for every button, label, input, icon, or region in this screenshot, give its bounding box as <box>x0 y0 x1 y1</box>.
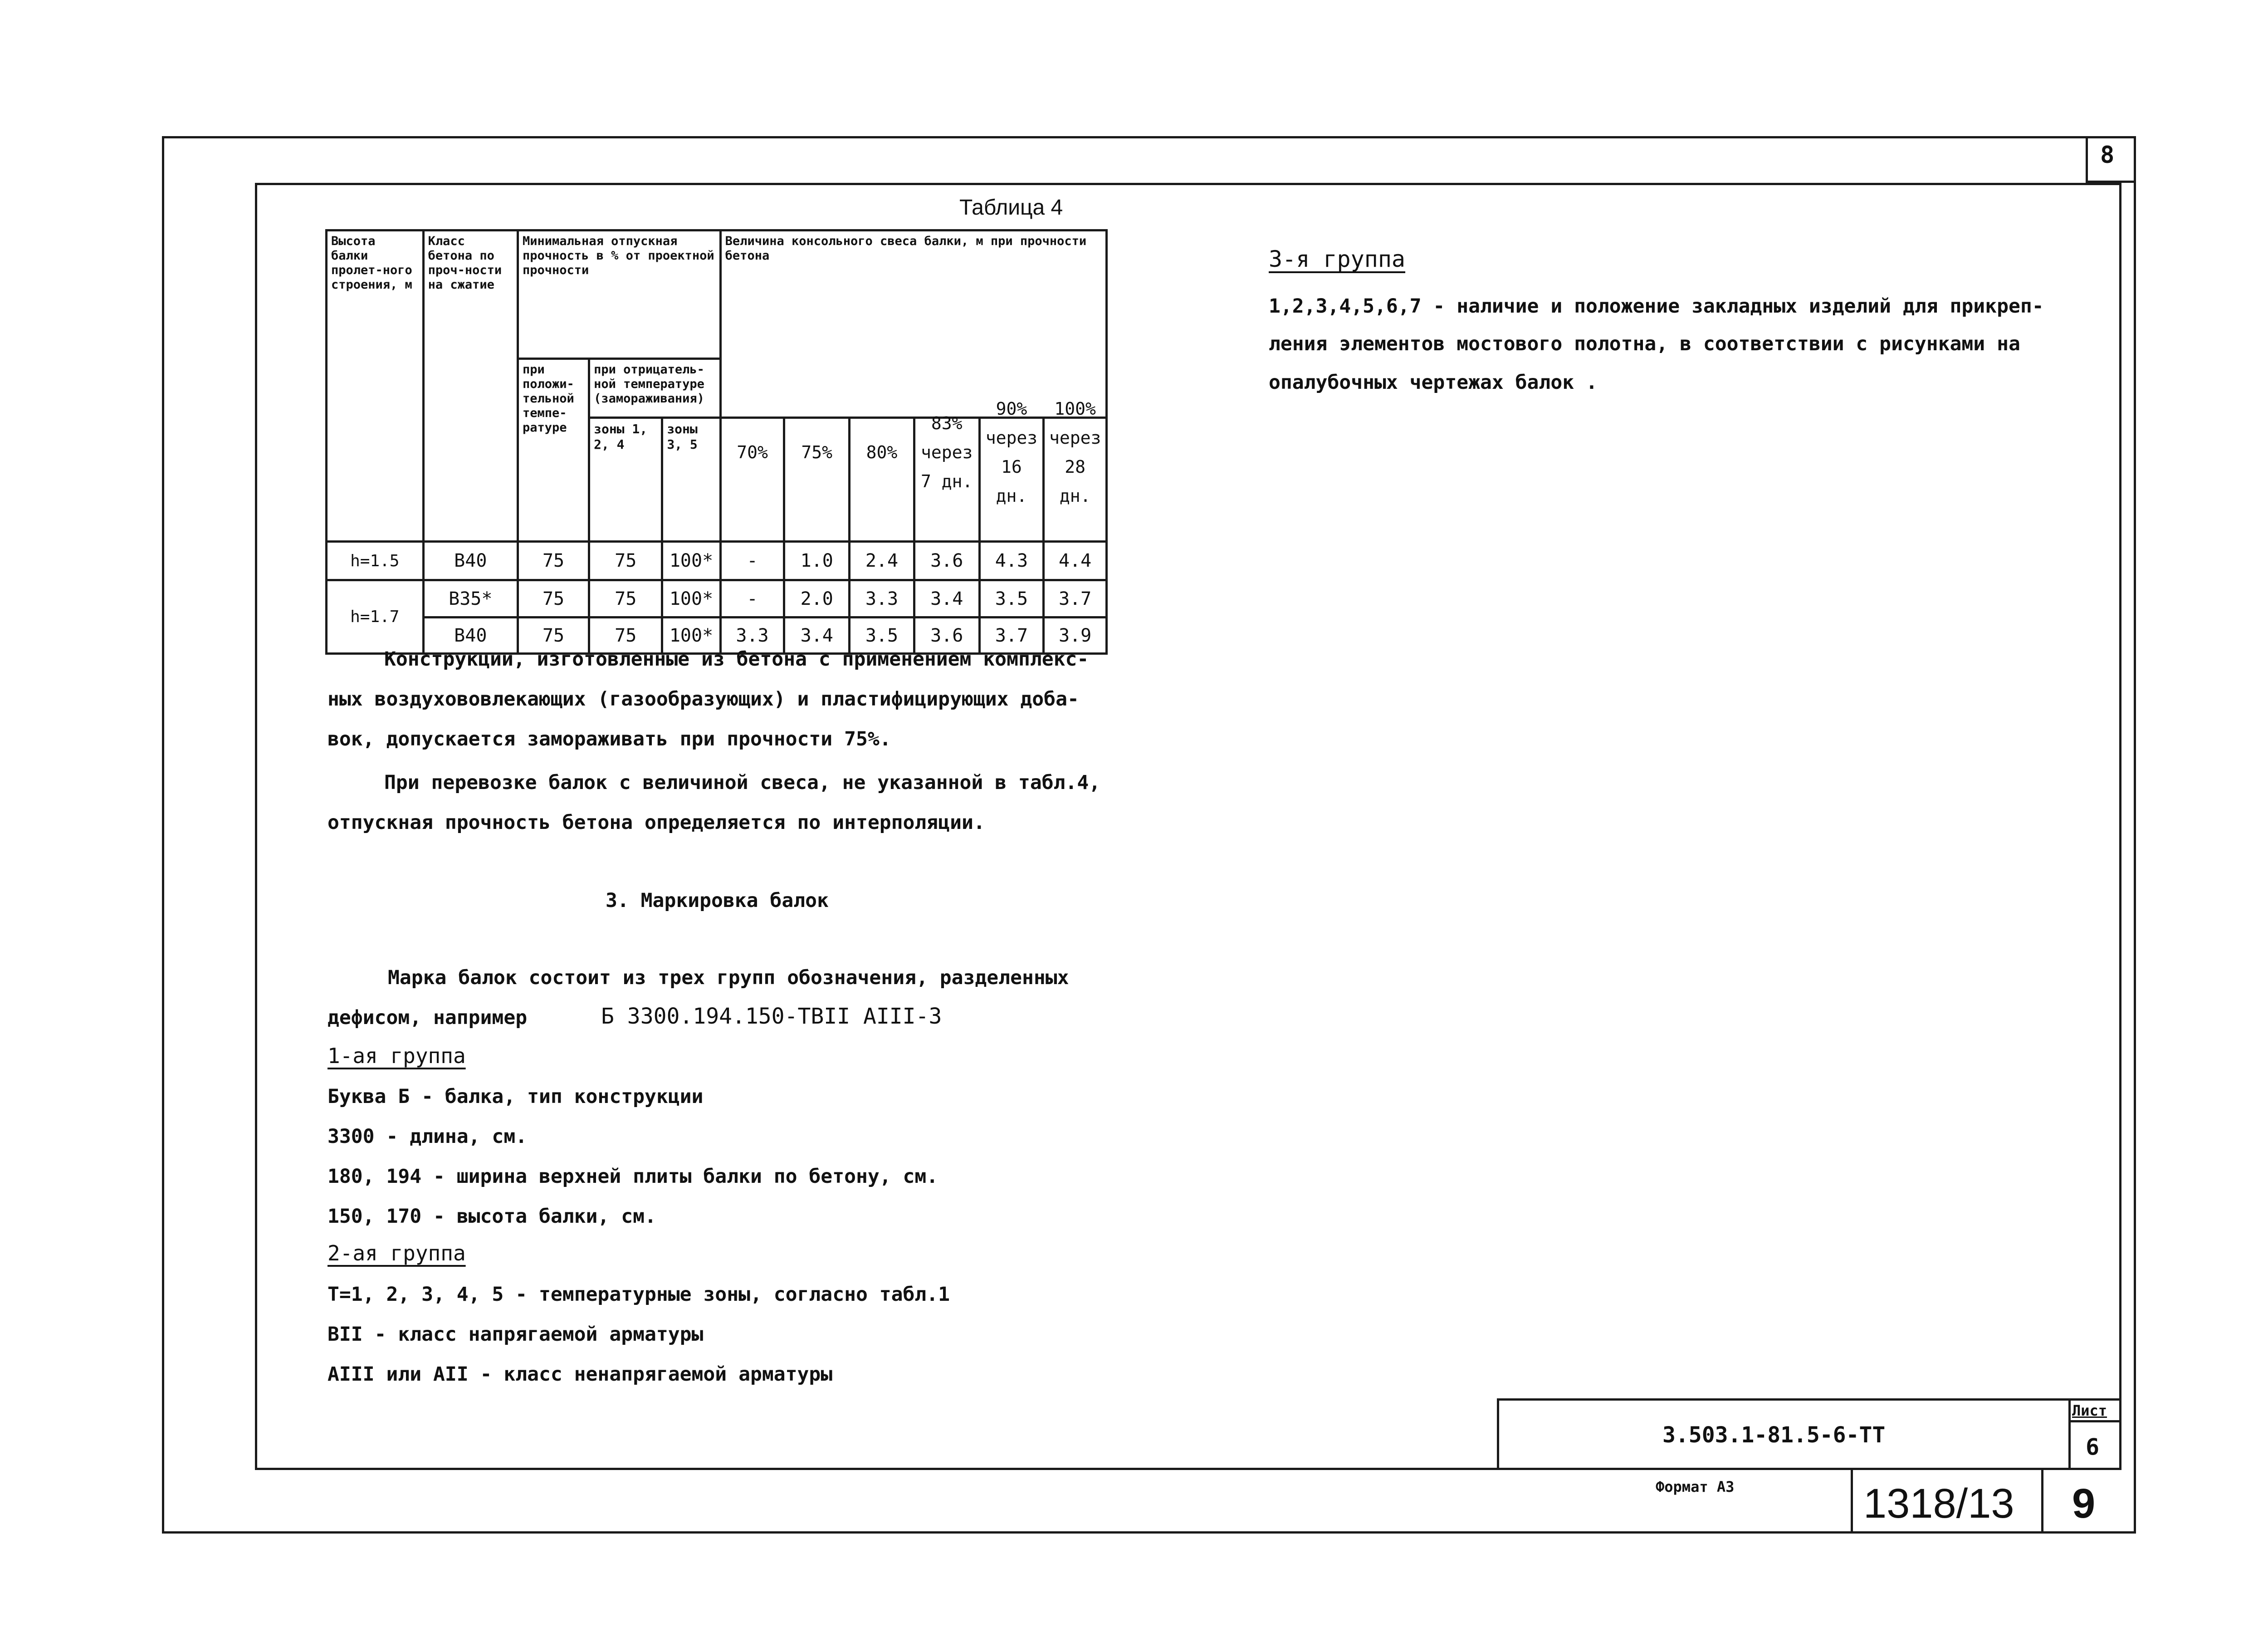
cell-pos: 75 <box>518 618 589 654</box>
group-2-line-1: Т=1, 2, 3, 4, 5 - температурные зоны, согласно табл.1 <box>327 1283 950 1306</box>
section-title: 3. Маркировка балок <box>606 889 829 912</box>
header-90-via: через <box>985 428 1038 448</box>
inventory-number: 1318/13 <box>1863 1480 2014 1527</box>
header-100 <box>1044 391 1107 515</box>
group-1-line-2: 3300 - длина, см. <box>327 1125 528 1148</box>
header-70: 70% <box>720 391 784 515</box>
header-positive-temp: при положи-тельной темпе-ратуре <box>518 359 589 542</box>
cell-class: B40 <box>423 618 518 654</box>
header-75: 75% <box>784 391 850 515</box>
cell-z1: 75 <box>589 618 662 654</box>
stamp-code: 3.503.1-81.5-6-ТТ <box>1662 1422 1886 1448</box>
cell-z3: 100* <box>662 542 720 580</box>
group-1-line-3: 180, 194 - ширина верхней плиты балки по бетону, см. <box>327 1165 938 1188</box>
table-row <box>327 542 1107 580</box>
marking-line-1: Марка балок состоит из трех групп обозначения, разделенных <box>388 966 1069 989</box>
cell-v100: 3.9 <box>1044 618 1107 654</box>
cell-v90: 4.3 <box>979 542 1044 580</box>
header-negative-temp: при отрицатель-ной температуре (замораживания) <box>589 359 721 418</box>
header-83 <box>914 391 979 515</box>
table-caption: Таблица 4 <box>959 196 1063 220</box>
paragraph-2-line-2: отпускная прочность бетона определяется по интерполяции. <box>327 811 985 834</box>
cell-v90: 3.5 <box>979 580 1044 618</box>
corner-number: 8 <box>2100 142 2115 169</box>
format-label: Формат А3 <box>1656 1478 1735 1495</box>
cell-v100: 3.7 <box>1044 580 1107 618</box>
marking-example: Б 3300.194.150-ТВII AIII-3 <box>601 1004 942 1029</box>
header-100-via: через <box>1049 428 1101 448</box>
group-1-line-1: Буква Б - балка, тип конструкции <box>327 1085 704 1108</box>
cell-v75: 3.4 <box>784 618 850 654</box>
header-90-days: 16 дн. <box>996 457 1027 506</box>
cell-v90: 3.7 <box>979 618 1044 654</box>
header-class: Класс бетона по проч-ности на сжатие <box>423 230 518 542</box>
cell-z1: 75 <box>589 542 662 580</box>
paragraph-1-line-3: вок, допускается замораживать при прочности 75%. <box>327 728 891 750</box>
table-4 <box>325 229 1108 655</box>
cell-v83: 3.6 <box>914 618 979 654</box>
cell-v75: 1.0 <box>784 542 850 580</box>
cell-v80: 3.3 <box>850 580 914 618</box>
cell-v83: 3.4 <box>914 580 979 618</box>
cell-v70: 3.3 <box>720 618 784 654</box>
header-100-days: 28 дн. <box>1059 457 1091 506</box>
header-zones-124: зоны 1, 2, 4 <box>589 418 662 542</box>
group-3-line-2: ления элементов мостового полотна, в соответствии с рисунками на <box>1269 333 2020 355</box>
group-2-line-2: BII - класс напрягаемой арматуры <box>327 1323 704 1346</box>
group-3-line-3: опалубочных чертежах балок . <box>1269 371 1598 394</box>
group-3-line-1: 1,2,3,4,5,6,7 - наличие и положение закладных изделий для прикреп- <box>1269 295 2044 318</box>
cell-v70: - <box>720 580 784 618</box>
inventory-divider-left <box>1851 1470 1853 1534</box>
header-83-via: через <box>920 442 973 462</box>
group-1-heading: 1-ая группа <box>327 1044 466 1068</box>
cell-height: h=1.7 <box>327 580 424 654</box>
cell-z3: 100* <box>662 580 720 618</box>
paragraph-2-line-1: При перевозке балок с величиной свеса, не указанной в табл.4, <box>384 771 1101 794</box>
stamp-sheet-label: Лист <box>2072 1402 2107 1419</box>
cell-v75: 2.0 <box>784 580 850 618</box>
header-83-days: 7 дн. <box>920 471 973 491</box>
header-overhang: Величина консольного свеса балки, м при прочности бетона <box>720 230 1106 418</box>
header-min-strength: Минимальная отпускная прочность в % от проектной прочности <box>518 230 721 359</box>
cell-z1: 75 <box>589 580 662 618</box>
table-row <box>327 580 1107 618</box>
group-2-heading: 2-ая группа <box>327 1241 466 1265</box>
paragraph-1-line-2: ных воздухововлекающих (газообразующих) и пластифицирующих доба- <box>327 688 1079 711</box>
cell-class: B35* <box>423 580 518 618</box>
cell-pos: 75 <box>518 580 589 618</box>
group-2-line-3: AIII или AII - класс ненапрягаемой арматуры <box>327 1363 833 1386</box>
marking-line-2: дефисом, например <box>327 1006 528 1029</box>
group-3-heading: 3-я группа <box>1269 246 1406 272</box>
header-zones-35: зоны 3, 5 <box>662 418 720 542</box>
cell-z3: 100* <box>662 618 720 654</box>
cell-class: B40 <box>423 542 518 580</box>
cell-v80: 3.5 <box>850 618 914 654</box>
group-1-line-4: 150, 170 - высота балки, см. <box>327 1205 656 1228</box>
cell-v70: - <box>720 542 784 580</box>
header-height: Высота балки пролет-ного строения, м <box>327 230 424 542</box>
cell-v80: 2.4 <box>850 542 914 580</box>
cell-v83: 3.6 <box>914 542 979 580</box>
inventory-divider-right <box>2041 1470 2043 1534</box>
header-100-pct: 100% <box>1054 399 1096 419</box>
header-83-pct: 83% <box>931 413 963 433</box>
paragraph-1-line-1: Конструкции, изготовленные из бетона с применением комплекс- <box>384 648 1089 671</box>
page-number: 9 <box>2072 1480 2096 1527</box>
header-90 <box>979 391 1044 515</box>
header-80: 80% <box>850 391 914 515</box>
header-90-pct: 90% <box>996 399 1027 419</box>
stamp-sheet-divider <box>2068 1420 2121 1422</box>
cell-v100: 4.4 <box>1044 542 1107 580</box>
stamp-sheet-number: 6 <box>2086 1434 2100 1460</box>
cell-pos: 75 <box>518 542 589 580</box>
cell-height: h=1.5 <box>327 542 424 580</box>
